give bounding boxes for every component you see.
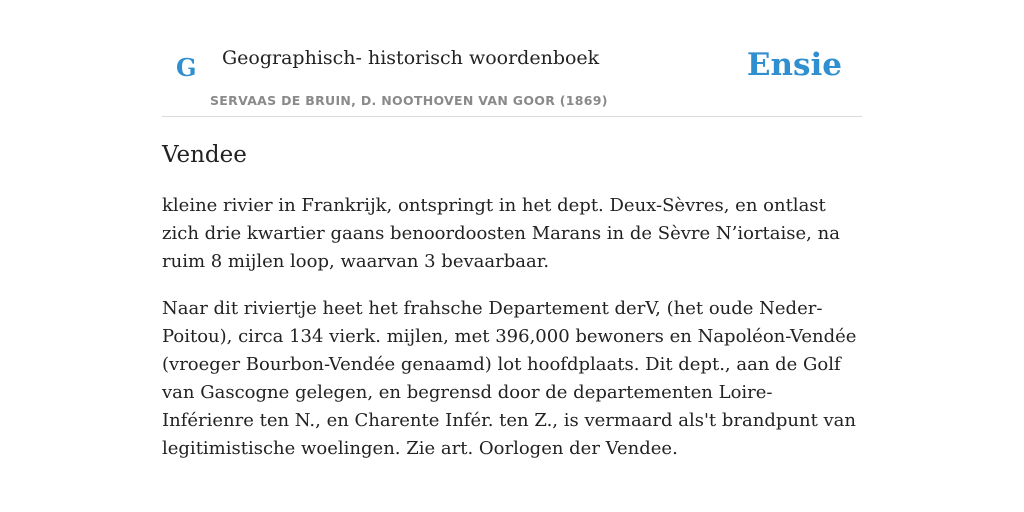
brand-logo[interactable]: Ensie (746, 47, 842, 83)
book-header (162, 0, 862, 117)
entry-body (162, 192, 862, 482)
book-logo-icon[interactable]: G (176, 53, 197, 82)
entry-paragraph: Naar dit riviertje heet het frahsche Departement derV, (het oude Neder-Poitou), circa 134 vierk. mijlen, met 396,000 bewoners en Napoléon-Vendée (vroeger Bourbon-Vendée genaamd) lot hoofdplaats. Dit dept., aan de Golf van Gascogne gelegen, en begrensd door de departementen Loire-Inférienre ten N., en Charente Infér. ten Z., is vermaard als't brandpunt van legitimistische woelingen. Zie art. Oorlogen der Vendee. (162, 298, 857, 459)
book-title[interactable]: Geographisch- historisch woordenboek (222, 47, 600, 69)
entry-title: Vendee (162, 142, 247, 168)
book-author: SERVAAS DE BRUIN, D. NOOTHOVEN VAN GOOR (1869) (210, 93, 608, 108)
entry-paragraph: kleine rivier in Frankrijk, ontspringt in het dept. Deux-Sèvres, en ontlast zich drie kwartier gaans benoordoosten Marans in de Sèvre N’iortaise, na ruim 8 mijlen loop, waarvan 3 bevaarbaar. (162, 195, 840, 272)
